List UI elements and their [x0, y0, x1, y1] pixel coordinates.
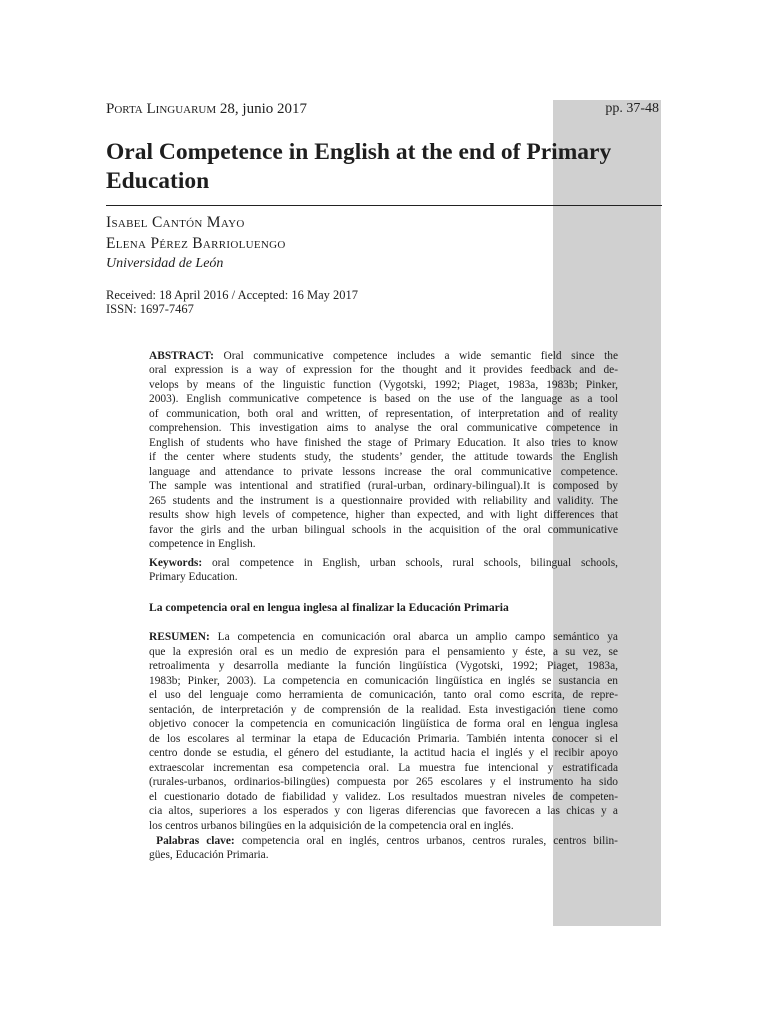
resumen-line: el cuestionario dotado de fiabilidad y validez. Los resultados muestran niveles de competen- [149, 791, 618, 803]
palabras-line: Palabras clave: competencia oral en inglés, centros urbanos, centros rurales, centros bilin- [156, 835, 618, 847]
spanish-title: La competencia oral en lengua inglesa al finalizar la Educación Primaria [149, 601, 509, 614]
resumen-line: (rurales-urbanos, ordinarios-bilingües) compuesta por 265 escolares y el instrumento ha sido [149, 776, 618, 788]
abstract-line: results show high levels of competence, higher than expected, and with light differences that [149, 509, 618, 521]
keywords-label: Keywords: [149, 557, 203, 569]
resumen-line: que la expresión oral es un medio de expresión para el pensamiento y éste, a su vez, se [149, 646, 618, 658]
resumen-line: de los escolares al terminar la etapa de Educación Primaria. También intenta conocer si el [149, 733, 618, 745]
resumen-line: retroalimenta y desarrolla mediante la función lingüística (Vygotski, 1992; Piaget, 1983a, [149, 660, 618, 672]
affiliation: Universidad de León [106, 256, 224, 271]
resumen-line: centro donde se estudia, el género del estudiante, la actitud hacia el inglés y el recibir apoyo [149, 747, 618, 759]
author-2: Elena Pérez Barrioluengo [106, 235, 286, 252]
abstract-line: velops by means of the linguistic function (Vygotski, 1992; Piaget, 1983a, 1983b; Pinker, [149, 379, 618, 391]
title-rule [106, 205, 662, 206]
abstract-line: of communication, both oral and written, of representation, of interpretation and of reality [149, 408, 618, 420]
abstract-line: favor the girls and the urban bilingual schools in the acquisition of the oral communicative [149, 524, 618, 536]
author-1: Isabel Cantón Mayo [106, 214, 245, 231]
resumen-line: extraescolar incrementan esa competencia oral. La muestra fue intencional y estratificada [149, 762, 618, 774]
abstract-line: language and attendance to private lessons increase the oral communicative competence. [149, 466, 618, 478]
abstract-line: competence in English. [149, 538, 256, 550]
abstract-label: ABSTRACT: [149, 350, 214, 362]
resumen-line: los centros urbanos bilingües en la adquisición de la competencia oral en inglés. [149, 820, 514, 832]
abstract-line: The sample was intentional and stratified (rural-urban, ordinary-bilingual).It is composed by [149, 480, 618, 492]
abstract-line: 2003). English communicative competence is based on the use of the language as a tool [149, 393, 618, 405]
keywords-line: Primary Education. [149, 571, 238, 583]
resumen-line: objetivo conocer la competencia en comunicación lingüística de forma oral en lengua inglesa [149, 718, 618, 730]
page-range: pp. 37-48 [605, 101, 659, 116]
resumen-line: sentación, de interpretación y de comprensión de la realidad. Esta investigación tiene como [149, 704, 618, 716]
resumen-label: RESUMEN: [149, 631, 210, 643]
resumen-line: RESUMEN: La competencia en comunicación oral abarca un amplio campo semántico ya [149, 631, 618, 643]
abstract-line: oral expression is a way of expression for the thought and it provides feedback and de- [149, 364, 618, 376]
abstract-line: English of students who have finished the stage of Primary Education. It also tries to know [149, 437, 618, 449]
journal-header: Porta Linguarum 28, junio 2017 [106, 101, 308, 117]
abstract-line: ABSTRACT: Oral communicative competence includes a wide semantic field since the [149, 350, 619, 362]
received-accepted: Received: 18 April 2016 / Accepted: 16 May 2017 [106, 288, 359, 302]
resumen-line: el uso del lenguaje como herramienta de comunicación, tanto oral como escrita, de repre- [149, 689, 618, 701]
resumen-line: cia altos, superiores a los esperados y con ligeras diferencias que favorecen a las chicas y a [149, 805, 618, 817]
article-title: Oral Competence in English at the end of Primary Education [106, 139, 612, 194]
abstract-line: if the center where students study, the students’ gender, the attitude towards the English [149, 451, 618, 463]
abstract-line: 265 students and the instrument is a questionnaire provided with reliability and validity. The [149, 495, 618, 507]
resumen-line: 1983b; Pinker, 2003). La competencia en comunicación lingüística en inglés se sustancia en [149, 675, 618, 687]
palabras-line: gües, Educación Primaria. [149, 849, 269, 861]
palabras-label: Palabras clave: [156, 835, 235, 847]
issn: ISSN: 1697-7467 [106, 302, 194, 316]
abstract-line: comprehension. This investigation aims to analyse the oral communicative competence in [149, 422, 618, 434]
keywords-line: Keywords: oral competence in English, urban schools, rural schools, bilingual schools, [149, 557, 618, 569]
